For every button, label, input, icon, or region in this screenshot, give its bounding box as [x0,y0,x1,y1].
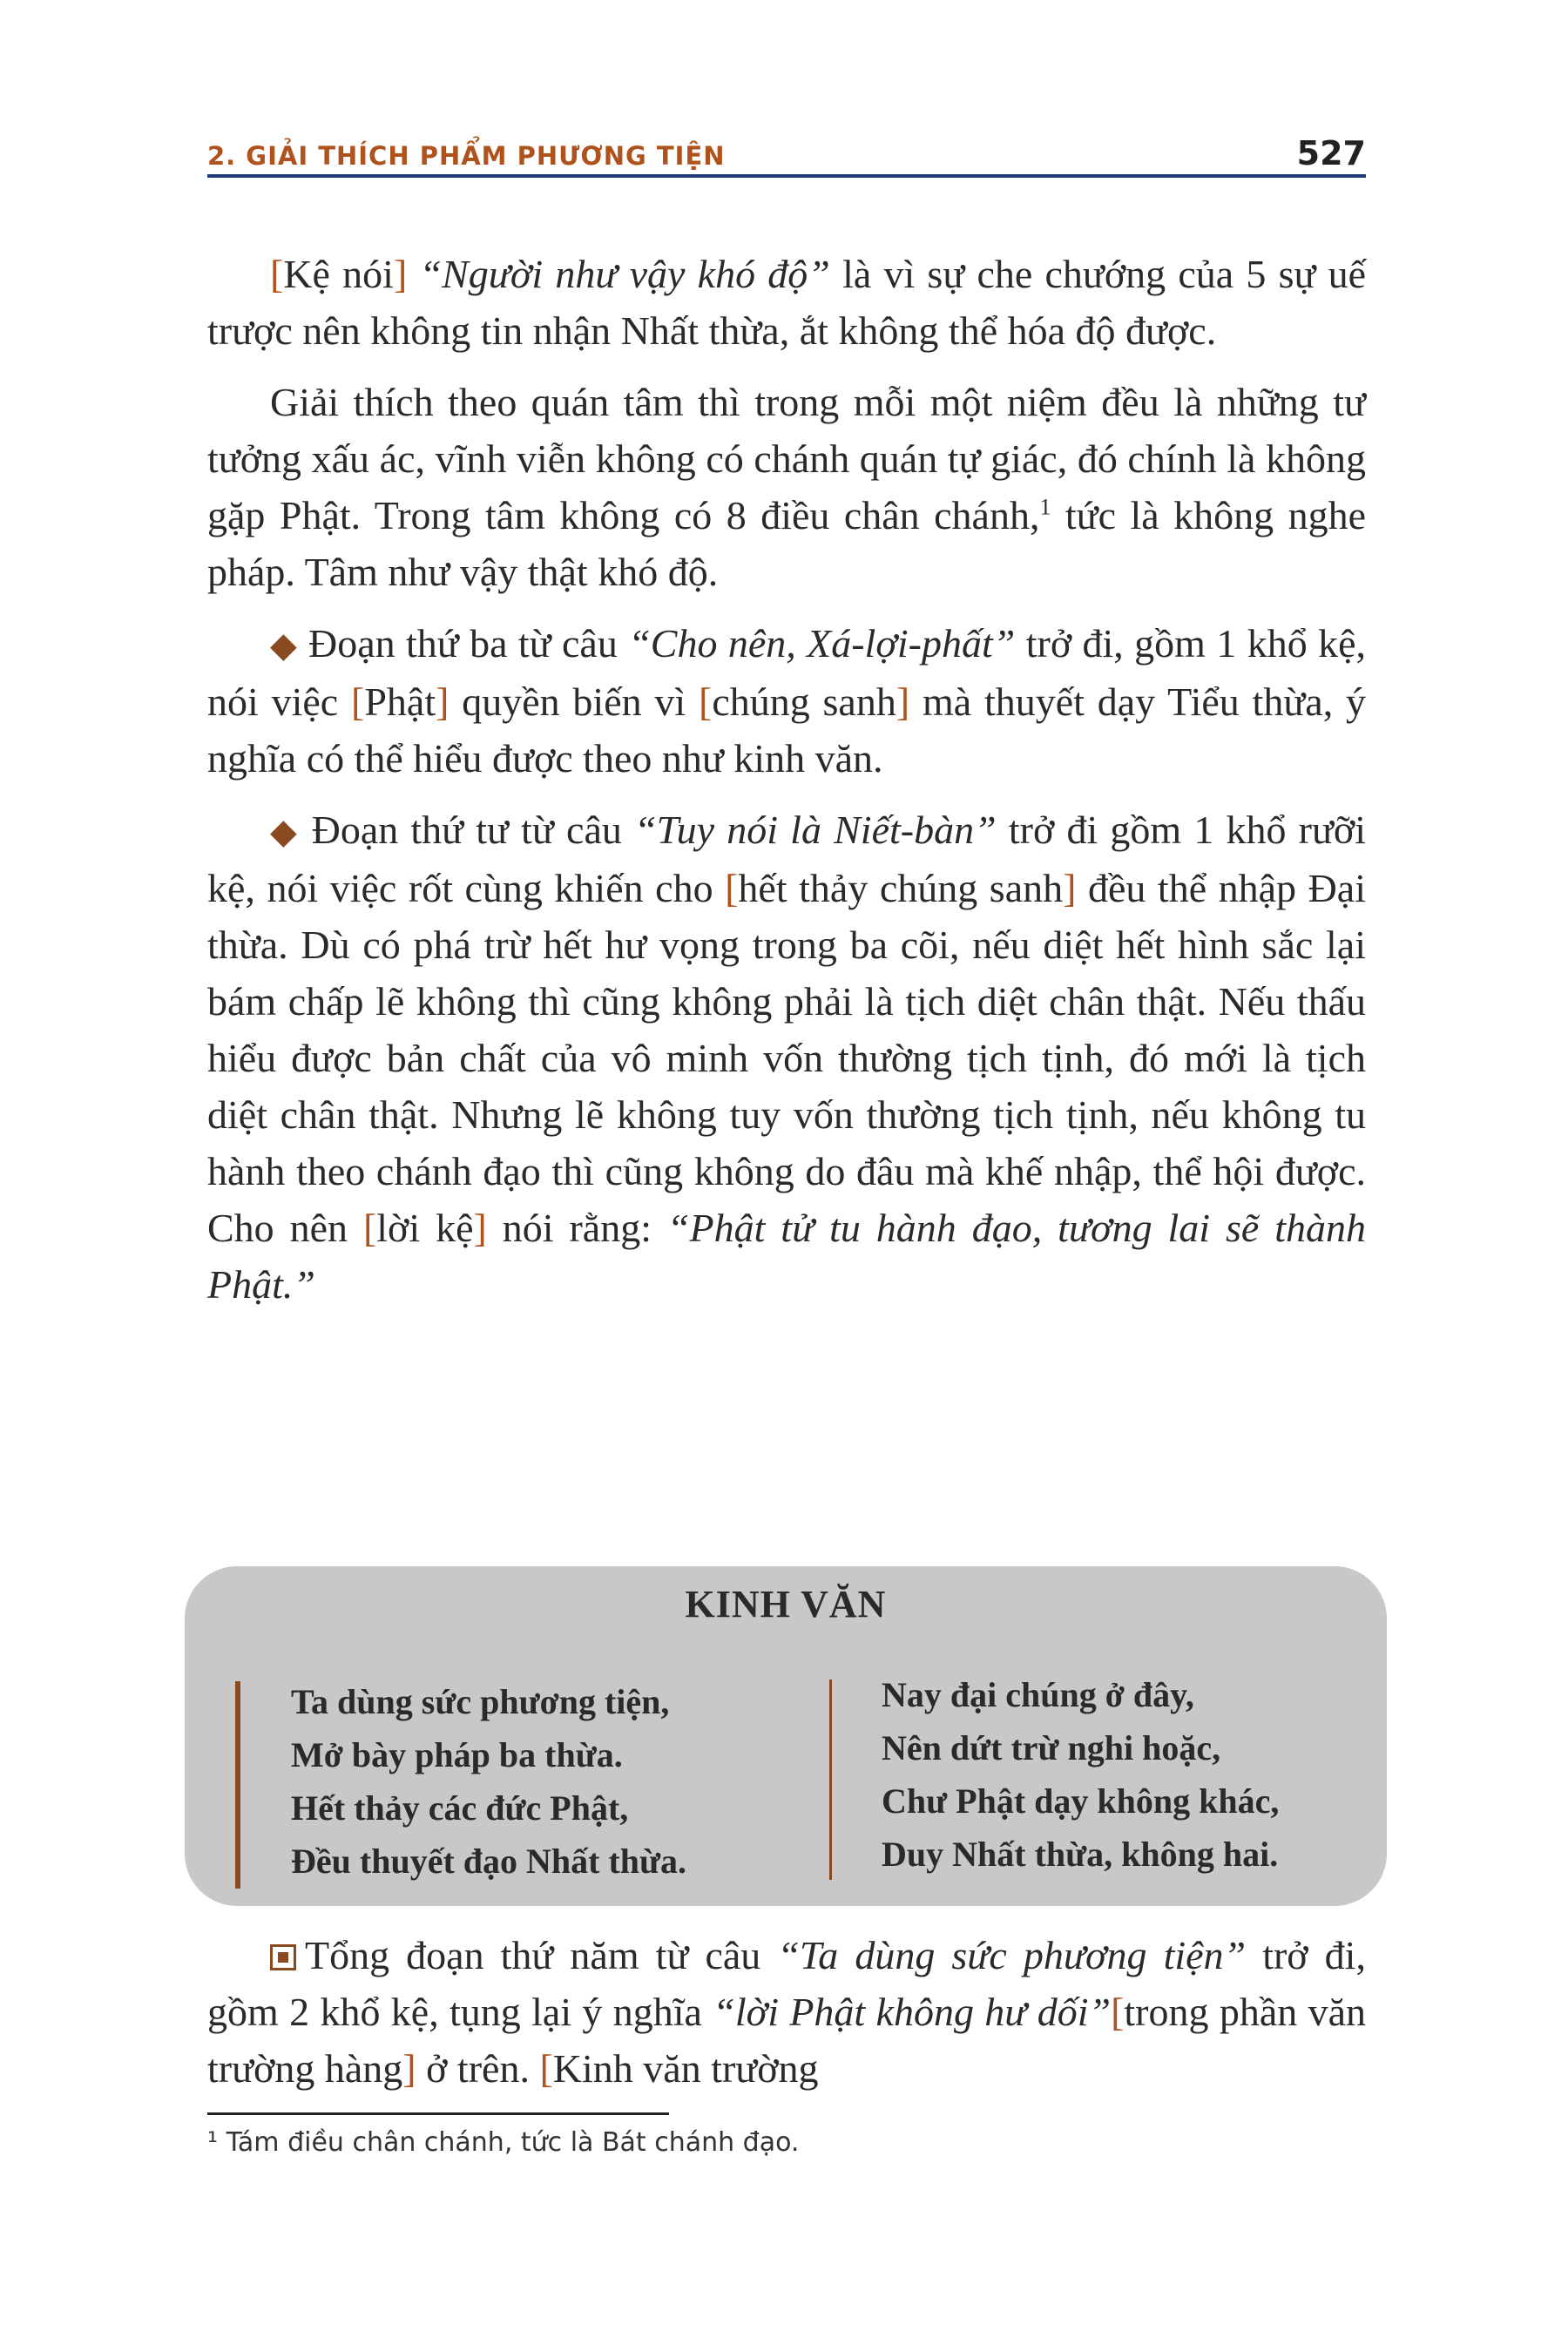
diamond-bullet-icon: ◆ [270,625,298,665]
footnote [207,2127,799,2158]
verse-line: Nên dứt trừ nghi hoặc, [882,1728,1221,1767]
verse-line: Mở bày pháp ba thừa. [291,1735,623,1774]
verse-line: Hết thảy các đức Phật, [291,1788,629,1828]
diamond-bullet-icon: ◆ [270,812,300,851]
page-number: 527 [1296,134,1366,172]
paragraph-text: mà thuyết dạy Tiểu thừa, ý nghĩa có thể hiểu được theo như kinh văn. [207,679,1366,781]
column-divider [829,1680,832,1880]
paragraph-text: tức là không nghe pháp. Tâm như vậy thật khó độ. [207,493,1366,594]
paragraph-2 [207,374,1366,600]
paragraph-text: quyền biến vì [449,679,699,724]
footnote-mark: ¹ [207,2127,219,2158]
paragraph-text: là vì sự che chướng của 5 sự uế trược nên không tin nhận Nhất thừa, ắt không thể hóa độ được. [207,252,1367,353]
footnote-rule [207,2112,669,2115]
bracket-text: chúng sanh [712,679,896,724]
square-bullet-icon [270,1944,296,1970]
bracket-text: Phật [364,679,436,724]
main-text-continued [207,1927,1366,2097]
page-header [207,129,1366,178]
quote: “Ta dùng sức phương tiện” [777,1933,1247,1977]
main-text [207,246,1366,1328]
paragraph-text: đều thể nhập Đại thừa. Dù có phá trừ hết hư vọng trong ba cõi, nếu diệt hết hình sắc lại bám chấp lẽ không thì cũng không phải là tịch diệt chân thật. Nếu thấu hiểu được bản chất của vô minh vốn thường tịch tịnh, đó mới là tịch diệt chân thật. Nhưng lẽ không tuy vốn thường tịch tịnh, nếu không tu hành theo chánh đạo thì cũng không do đâu mà khế nhập, thể hội được. Cho nên [207,866,1366,1250]
bracket-text: hết thảy chúng sanh [738,866,1064,910]
paragraph-text: Giải thích theo quán tâm thì trong mỗi một niệm đều là những tư tưởng xấu ác, vĩnh viễn không có chánh quán tự giác, đó chính là không gặp Phật. Trong tâm không có 8 điều chân chánh, [207,380,1366,537]
paragraph-text: Đoạn thứ tư từ câu [299,808,635,852]
verse-right-column [882,1668,1279,1881]
left-accent-bar [235,1681,240,1889]
paragraph-text: ở trên. [416,2046,540,2091]
bracket-text: lời kệ [376,1206,474,1250]
paragraph-text: nói rằng: [486,1206,667,1250]
quote: “Người như vậy khó độ” [419,252,830,296]
paragraph-1 [207,246,1366,359]
quote: “Tuy nói là Niết-bàn” [634,808,997,852]
quote: “Phật tử tu hành đạo, tương lai sẽ thành Phật.” [207,1206,1366,1307]
verse-line: Chư Phật dạy không khác, [882,1781,1280,1821]
paragraph-text: Tổng đoạn thứ năm từ câu [305,1933,778,1977]
paragraph-3: ◆ Đoạn thứ ba từ câu “Cho nên, Xá-lợi-phất” trở đi, gồm 1 khổ kệ, nói việc [Phật] quyền biến vì [chúng sanh] mà thuyết dạy Tiểu thừa, ý nghĩa có thể hiểu được theo như kinh văn. [207,621,1366,781]
verse-line: Nay đại chúng ở đây, [882,1675,1194,1714]
bracket-text: Kệ nói [283,252,394,296]
chapter-title: 2. GIẢI THÍCH PHẨM PHƯƠNG TIỆN [207,141,726,171]
footnote-ref: 1 [1039,494,1051,520]
kinh-van-box [185,1566,1387,1906]
quote: “lời Phật không hư dối” [713,1990,1112,2034]
quote: “Cho nên, Xá-lợi-phất” [628,621,1016,666]
header-rule [207,174,1366,178]
paragraph-text: trở đi, gồm 2 khổ kệ, tụng lại ý nghĩa [207,1933,1366,2034]
bracket-text: trong phần văn trường hàng [207,1990,1366,2091]
verse-line: Duy Nhất thừa, không hai. [882,1835,1279,1874]
bracket-close: ] [393,252,408,296]
paragraph-text: trở đi gồm 1 khổ rưỡi kệ, nói việc rốt cùng khiến cho [207,808,1367,910]
kinh-van-title: KINH VĂN [685,1583,887,1625]
paragraph-4: ◆ Đoạn thứ tư từ câu “Tuy nói là Niết-bàn” trở đi gồm 1 khổ rưỡi kệ, nói việc rốt cùng khiến cho [hết thảy chúng sanh] đều thể nhập Đại thừa. Dù có phá trừ hết hư vọng trong ba cõi, nếu diệt hết hình sắc lại bám chấp lẽ không thì cũng không phải là tịch diệt chân thật. Nếu thấu hiểu được bản chất của vô minh vốn thường tịch tịnh, đó mới là tịch diệt chân thật. Nhưng lẽ không tuy vốn thường tịch tịnh, nếu không tu hành theo chánh đạo thì cũng không do đâu mà khế nhập, thể hội được. Cho nên [lời kệ] nói rằng: “Phật tử tu hành đạo, tương lai sẽ thành Phật.” [207,808,1367,1307]
paragraph-text: trở đi, gồm 1 khổ kệ, nói việc [207,621,1366,724]
footnote-text: Tám điều chân chánh, tức là Bát chánh đạo. [218,2127,800,2158]
verse-left-column [291,1675,686,1888]
verse-line: Đều thuyết đạo Nhất thừa. [291,1842,687,1881]
bracket-text: Kinh văn trường [552,2046,819,2091]
paragraph-text: Đoạn thứ ba từ câu [297,621,629,666]
verse-line: Ta dùng sức phương tiện, [291,1682,670,1721]
bracket-open: [ [270,252,284,296]
paragraph-5: Tổng đoạn thứ năm từ câu “Ta dùng sức phương tiện” trở đi, gồm 2 khổ kệ, tụng lại ý nghĩa “lời Phật không hư dối”[trong phần văn trường hàng] ở trên. [Kinh văn trường [207,1933,1366,2091]
